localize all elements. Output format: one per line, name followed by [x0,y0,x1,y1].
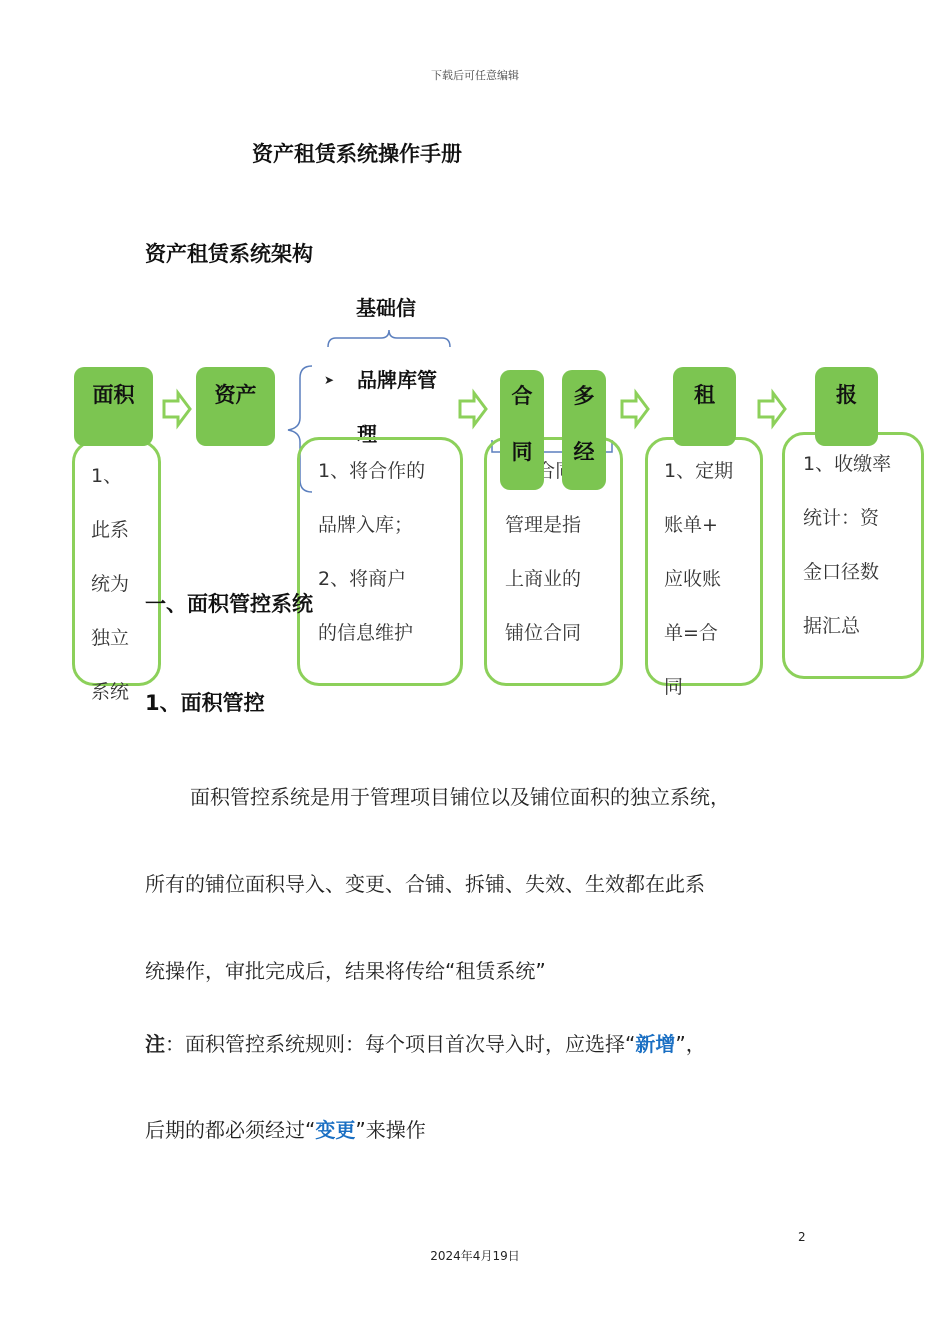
module-tab-report: 报 [815,367,878,446]
module-tab-multi [562,370,606,490]
module-text-brand: 1、将合作的 品牌入库； 2、将商户 的信息维护 [318,460,426,644]
module-tab-area: 面积 [74,367,153,446]
arrow-right-icon [162,391,192,427]
module-tab-contract-line1: 合 [511,384,533,408]
heading-area-control: 1、面积管控 [145,691,265,715]
base-info-label: 基础信 [356,296,416,320]
module-box-area [72,440,161,703]
module-text-contract: 管理是指 上商业的 铺位合同 [505,514,582,644]
note-last-text-2: ”来操作 [355,1118,426,1142]
arrow-right-icon [620,391,650,427]
bullet-arrow-icon: ➤ [324,373,335,387]
arrow-right-icon [757,391,787,427]
module-tab-rent: 租 [673,367,736,446]
module-tab-asset: 资产 [196,367,275,446]
brand-library-item: 品牌库管 [357,368,437,392]
note-text-1: ：面积管控系统规则：每个项目首次导入时，应选择“ [165,1032,636,1056]
page-number: 2 [798,1230,806,1244]
top-brace-icon [328,330,450,347]
note-line-2 [145,1114,426,1143]
module-text-rent: 1、定期 账单+ 应收账 单=合 同 [664,460,734,698]
heading-area-control-system: 一、面积管控系统 [145,592,313,616]
module-box-brand [297,437,463,686]
arrow-right-icon [458,391,488,427]
note-text-2: ”， [675,1032,706,1056]
paragraph-line-3: 统操作，审批完成后，结果将传给“租赁系统” [145,959,546,983]
note-label: 注 [145,1032,165,1056]
note-highlight-new: 新增 [635,1032,676,1056]
footer-date: 2024年4月19日 [430,1249,520,1263]
paragraph-line-2: 所有的铺位面积导入、变更、合铺、拆铺、失效、生效都在此系 [145,872,705,896]
note-line-1 [145,1028,706,1057]
brand-library-item-line2: 理 [357,422,377,446]
section-title: 资产租赁系统架构 [145,242,313,266]
module-box-report [782,432,924,679]
header-note: 下载后可任意编辑 [431,69,519,82]
document-title: 资产租赁系统操作手册 [252,142,462,166]
module-tab-multi-line1: 多 [573,384,595,408]
module-tab-multi-line2: 经 [573,440,595,464]
module-text-report: 1、收缴率 统计：资 金口径数 据汇总 [803,453,892,637]
module-box-rent [645,437,763,698]
note-last-text-1: 后期的都必须经过“ [145,1118,316,1142]
module-tab-contract-line2: 同 [511,440,533,464]
module-tab-contract [500,370,544,490]
module-text-area: 1、 此系 统为 独立 系统 [91,465,130,703]
note-highlight-change: 变更 [315,1118,356,1142]
paragraph-line-1: 面积管控系统是用于管理项目铺位以及铺位面积的独立系统， [190,785,730,809]
